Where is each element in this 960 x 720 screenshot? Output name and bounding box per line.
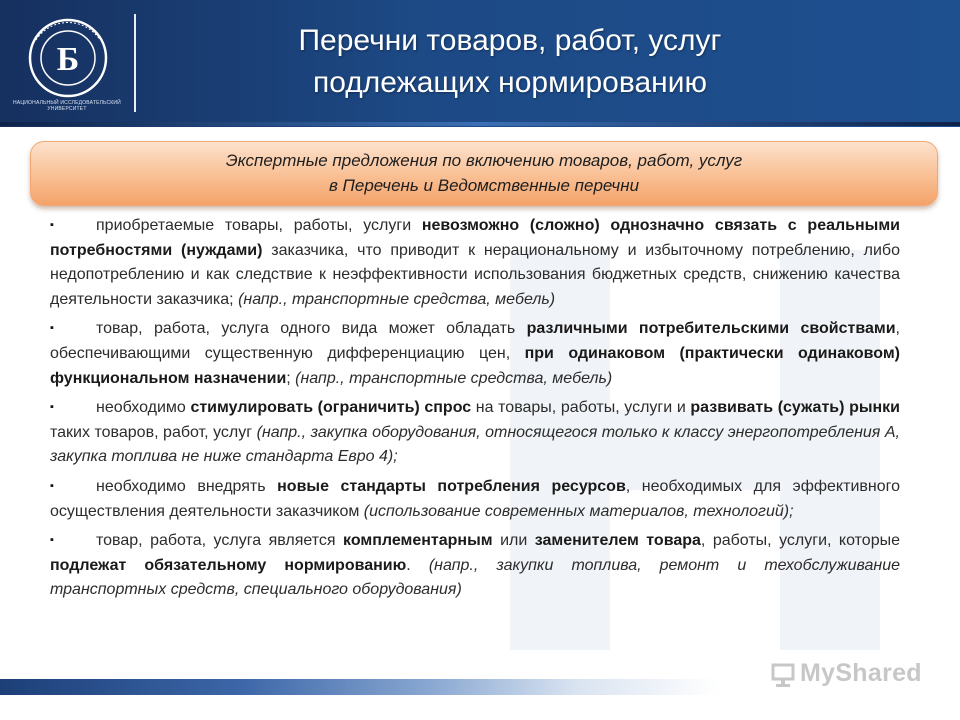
title-line-1: Перечни товаров, работ, услуг bbox=[298, 24, 722, 57]
body-text: . bbox=[406, 556, 429, 574]
body-text: таких товаров, работ, услуг bbox=[50, 423, 257, 441]
callout-text bbox=[31, 148, 937, 198]
callout-line-2: в Перечень и Ведомственные перечни bbox=[328, 176, 640, 195]
body-text: необходимо внедрять bbox=[96, 477, 278, 495]
bullet-marker: ▪ bbox=[50, 401, 54, 414]
example-text: (напр., транспортные средства, мебель) bbox=[295, 369, 613, 387]
watermark-brand-text: MyShared bbox=[800, 659, 922, 687]
bullet-list bbox=[50, 213, 900, 607]
emphasis-text: комплементарным bbox=[343, 532, 493, 550]
list-item bbox=[50, 395, 900, 470]
list-item bbox=[50, 213, 900, 312]
list-item bbox=[50, 528, 900, 603]
body-text: , необходимых для эффективного осуществления деятельности заказчиком bbox=[50, 477, 900, 520]
body-text: , обеспечивающими существенную дифференциацию цен, bbox=[50, 320, 900, 362]
emphasis-text: при одинаковом (практически одинаковом) функциональном назначении bbox=[50, 344, 901, 387]
body-text: , работы, услуги, которые bbox=[700, 532, 900, 550]
list-item bbox=[50, 316, 900, 391]
callout-banner bbox=[30, 141, 938, 206]
list-item-text bbox=[50, 532, 900, 598]
slide-title bbox=[180, 20, 840, 104]
emphasis-text: стимулировать (ограничить) спрос bbox=[190, 399, 472, 417]
header-divider bbox=[134, 14, 136, 112]
body-text: ; bbox=[286, 369, 296, 387]
list-item-text bbox=[50, 320, 900, 386]
watermark-brand bbox=[770, 660, 940, 690]
slide-header bbox=[0, 0, 960, 127]
emphasis-text: различными потребительскими свойствами bbox=[526, 320, 896, 338]
logo-caption: НАЦИОНАЛЬНЫЙ ИССЛЕДОВАТЕЛЬСКИЙ УНИВЕРСИТЕТ bbox=[13, 100, 121, 112]
header-stripe bbox=[0, 122, 960, 126]
body-text: товар, работа, услуга одного вида может обладать bbox=[96, 320, 527, 338]
emphasis-text: новые стандарты потребления ресурсов bbox=[277, 477, 626, 495]
emphasis-text: невозможно (сложно) однозначно связать с реальными потребностями (нуждами) bbox=[50, 217, 900, 259]
emphasis-text: подлежат обязательному нормированию bbox=[50, 556, 407, 574]
list-item-text bbox=[50, 478, 900, 520]
example-text: (напр., закупка оборудования, относящегося только к классу энергопотребления А, закупка топлива не ниже стандарта Евро 4); bbox=[50, 423, 900, 466]
title-line-2: подлежащих нормированию bbox=[313, 66, 707, 99]
example-text: (напр., транспортные средства, мебель) bbox=[238, 290, 556, 308]
emphasis-text: заменителем товара bbox=[534, 532, 701, 550]
callout-line-1: Экспертные предложения по включению товаров, работ, услуг bbox=[225, 151, 743, 170]
list-item-text bbox=[50, 399, 900, 465]
svg-text:Б: Б bbox=[56, 41, 80, 78]
body-text: приобретаемые товары, работы, услуги bbox=[96, 217, 422, 234]
example-text: (использование современных материалов, технологий); bbox=[363, 502, 794, 520]
bullet-marker: ▪ bbox=[50, 322, 54, 335]
list-item bbox=[50, 474, 900, 524]
list-item-text bbox=[50, 217, 900, 308]
body-text: товар, работа, услуга является bbox=[96, 532, 344, 550]
body-text: или bbox=[492, 532, 535, 550]
body-text: на товары, работы, услуги и bbox=[471, 399, 691, 417]
bullet-marker: ▪ bbox=[50, 479, 54, 492]
bullet-marker: ▪ bbox=[50, 219, 54, 231]
body-text: необходимо bbox=[96, 399, 191, 417]
presentation-board-icon bbox=[770, 662, 796, 688]
example-text: (напр., закупки топлива, ремонт и техобслуживание транспортных средств, специального оборудования) bbox=[50, 556, 901, 599]
body-text: заказчика, что приводит к нерациональному и избыточному потреблению, либо недопотреблению и как следствие к неэффективности использования бюджетных средств, снижению качества деятельности заказчика; bbox=[50, 241, 900, 308]
emphasis-text: развивать (сужать) рынки bbox=[690, 399, 901, 417]
bullet-marker: ▪ bbox=[50, 534, 54, 547]
